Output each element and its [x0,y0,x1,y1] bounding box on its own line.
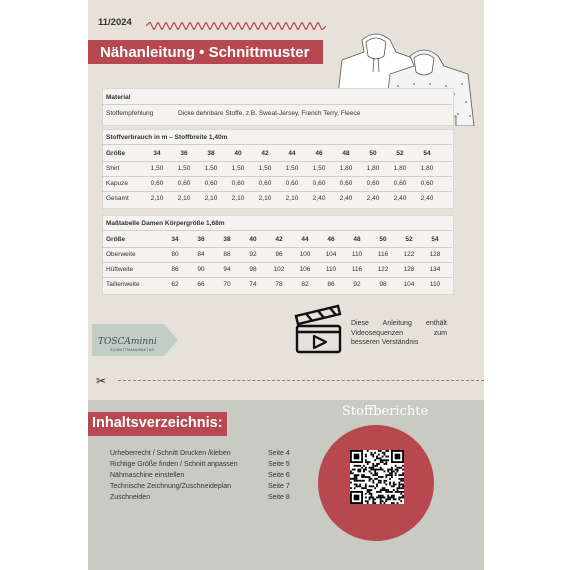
measurement-size-header: 48 [353,236,361,243]
measurement-cell: 62 [171,281,179,288]
scissors-icon: ✂ [96,374,107,388]
toc-page: Seite 4 [268,450,290,457]
toc-item: Urheberrecht / Schnitt Drucken /kleben [110,450,231,457]
fabric-size-header: 40 [234,150,242,157]
measurement-size-header: 50 [379,236,387,243]
toc-page: Seite 8 [268,494,290,501]
fabric-row-label: Kapuze [106,180,129,187]
pattern-cover-page [88,0,484,570]
fabric-cell: 2,10 [177,195,191,202]
measurement-cell: 128 [403,266,415,273]
logo-subtext: SCHNITTMANUFAKTUR [110,348,155,352]
material-value: Dicke dehnbare Stoffe, z.B. Sweat-Jersey, French Terry, Fleece [178,110,361,117]
measurement-cell: 86 [327,281,335,288]
measurement-cell: 102 [273,266,285,273]
fabric-cell: 0,60 [231,180,245,187]
measurement-row-divider [102,277,452,278]
fabric-cell: 2,10 [231,195,245,202]
measurement-heading: Maßtabelle Damen Körpergröße 1,68m [106,220,225,227]
measurement-cell: 96 [275,251,283,258]
fabric-cell: 1,50 [177,165,191,172]
toc-item: Technische Zeichnung/Zuschneideplan [110,483,232,490]
measurement-cell: 104 [325,251,337,258]
measurement-cell: 116 [377,251,389,258]
fabric-row-label: Gesamt [106,195,129,202]
material-heading: Material [106,94,131,101]
fabric-cell: 1,50 [285,165,299,172]
title-banner [88,40,323,64]
fabric-cell: 0,60 [420,180,434,187]
measurement-cell: 94 [223,266,231,273]
fabric-size-header: 36 [180,150,188,157]
measurement-row-divider [102,247,452,248]
fabric-cell: 2,10 [258,195,272,202]
measurement-cell: 66 [197,281,205,288]
fabric-size-header: 38 [207,150,215,157]
measurement-cell: 110 [325,266,337,273]
fabric-cell: 0,60 [312,180,326,187]
video-note: Diese Anleitung enthält Videosequenzen zum besseren Verständnis [351,320,447,346]
fabric-row-label: Shirt [106,165,120,172]
fabric-cell: 2,10 [150,195,164,202]
toc-page: Seite 6 [268,472,290,479]
fabric-cell: 1,50 [258,165,272,172]
cut-line [118,380,484,381]
measurement-cell: 128 [429,251,441,258]
fabric-cell: 0,60 [177,180,191,187]
measurement-size-header: 36 [197,236,205,243]
fabric-header-label: Größe [106,150,126,157]
fabric-cell: 2,40 [312,195,326,202]
measurement-row-label: Oberweite [106,251,136,258]
fabric-cell: 0,60 [150,180,164,187]
measurement-cell: 134 [429,266,441,273]
toc-item: Richtige Größe finden / Schnitt anpassen [110,461,238,468]
measurement-size-header: 54 [431,236,439,243]
measurement-cell: 90 [197,266,205,273]
measurement-cell: 74 [249,281,257,288]
measurement-cell: 100 [299,251,311,258]
measurement-cell: 86 [171,266,179,273]
fabric-size-header: 48 [342,150,350,157]
fabric-size-header: 50 [369,150,377,157]
measurement-cell: 84 [197,251,205,258]
measurement-row-label: Hüftweite [106,266,134,273]
toc-item: Zuschneiden [110,494,151,501]
material-label: Stoffempfehlung [106,110,154,117]
fabric-cell: 1,80 [420,165,434,172]
toc-banner [88,412,227,436]
measurement-cell: 92 [249,251,257,258]
fabric-cell: 0,60 [366,180,380,187]
fabric-size-header: 34 [153,150,161,157]
toc-page: Seite 5 [268,461,290,468]
fabric-cell: 2,10 [204,195,218,202]
measurement-cell: 82 [301,281,309,288]
fabric-cell: 1,50 [150,165,164,172]
measurement-size-header: 34 [171,236,179,243]
fabric-size-header: 46 [315,150,323,157]
issue-date: 11/2024 [98,17,132,28]
measurement-size-header: 52 [405,236,413,243]
fabric-size-header: 44 [288,150,296,157]
measurement-cell: 106 [299,266,311,273]
fabric-cell: 2,40 [366,195,380,202]
fabric-row-divider [102,191,452,192]
fabric-cell: 2,40 [393,195,407,202]
measurement-cell: 110 [351,251,363,258]
qr-code[interactable] [350,450,404,504]
measurement-cell: 122 [403,251,415,258]
document-title: Nähanleitung • Schnittmuster [100,44,310,61]
measurement-cell: 88 [223,251,231,258]
fabric-cell: 1,80 [366,165,380,172]
measurement-row-divider [102,262,452,263]
clapperboard-play-icon [292,302,344,354]
toc-title: Inhaltsverzeichnis: [92,415,223,431]
fabric-cell: 1,50 [204,165,218,172]
toc-page: Seite 7 [268,483,290,490]
stoffberichte-title: Stoffberichte [342,404,429,419]
fabric-cell: 0,60 [258,180,272,187]
measurement-size-header: 42 [275,236,283,243]
measurement-row-label: Taillenweite [106,281,140,288]
measurement-cell: 98 [379,281,387,288]
logo-text: TOSCAminni [98,337,157,347]
fabric-cell: 2,40 [339,195,353,202]
fabric-cell: 1,80 [339,165,353,172]
measurement-cell: 110 [429,281,441,288]
fabric-cell: 1,80 [393,165,407,172]
material-table [102,88,454,126]
fabric-cell: 1,50 [312,165,326,172]
fabric-size-header: 54 [423,150,431,157]
measurement-cell: 70 [223,281,231,288]
fabric-cell: 0,60 [285,180,299,187]
measurement-size-header: 40 [249,236,257,243]
measurement-size-header: 38 [223,236,231,243]
fabric-row-divider [102,161,452,162]
measurement-cell: 92 [353,281,361,288]
fabric-size-header: 42 [261,150,269,157]
fabric-cell: 2,10 [285,195,299,202]
fabric-cell: 0,60 [393,180,407,187]
measurement-header-label: Größe [106,236,126,243]
zigzag-stitch-decoration [146,22,326,30]
measurement-size-header: 44 [301,236,309,243]
measurement-cell: 80 [171,251,179,258]
fabric-cell: 2,40 [420,195,434,202]
measurement-cell: 122 [377,266,389,273]
fabric-row-divider [102,176,452,177]
measurement-cell: 116 [351,266,363,273]
measurement-cell: 78 [275,281,283,288]
fabric-usage-heading: Stoffverbrauch in m – Stoffbreite 1,40m [106,134,228,141]
measurement-cell: 104 [403,281,415,288]
fabric-cell: 1,50 [231,165,245,172]
fabric-cell: 0,60 [339,180,353,187]
measurement-size-header: 46 [327,236,335,243]
measurement-cell: 98 [249,266,257,273]
fabric-cell: 0,60 [204,180,218,187]
toc-item: Nähmaschine einstellen [110,472,185,479]
fabric-size-header: 52 [396,150,404,157]
